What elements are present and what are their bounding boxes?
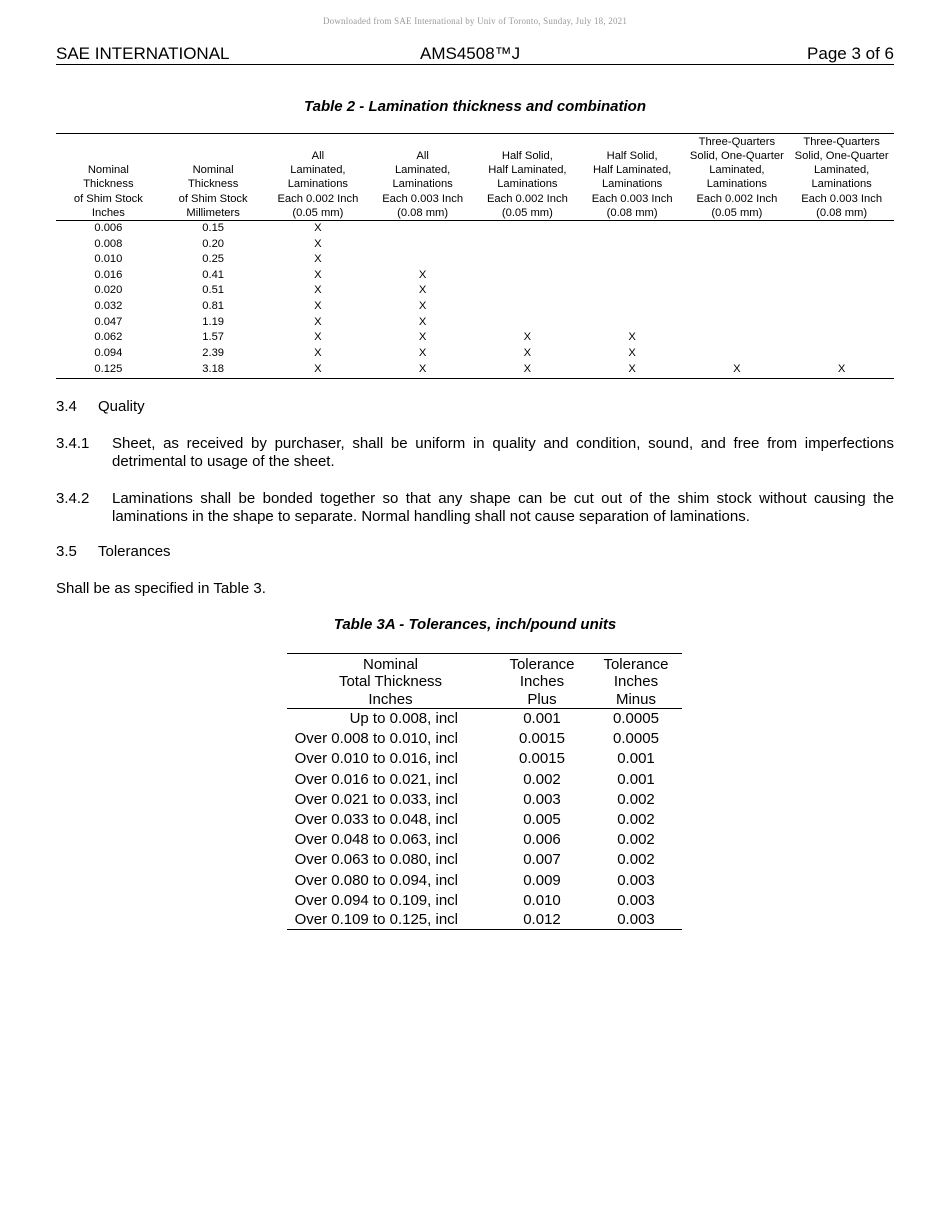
- column-header: [56, 134, 161, 221]
- column-header: [494, 654, 590, 709]
- column-header-line: Total Thickness: [338, 673, 443, 690]
- table-row: [287, 790, 682, 810]
- table-cell: 0.003: [590, 911, 682, 930]
- column-header-line: Millimeters: [186, 206, 240, 219]
- table-cell: 0.010: [94, 253, 123, 266]
- table-cell: 0.003: [523, 790, 561, 808]
- table-cell: [685, 252, 790, 268]
- table-cell: 0.25: [202, 253, 225, 266]
- table-cell: 0.0005: [613, 710, 659, 727]
- column-header-line: of Shim Stock: [178, 192, 248, 205]
- table-header-row: [287, 654, 682, 709]
- column-header: [789, 134, 894, 221]
- table-cell: Over 0.010 to 0.016, incl: [294, 750, 458, 768]
- table-cell: X: [314, 299, 322, 312]
- column-header-line: Solid, One-Quarter: [794, 149, 889, 162]
- column-header-line: Thickness: [187, 178, 239, 191]
- table-cell: 0.81: [202, 299, 225, 312]
- table-cell: 0.41: [202, 268, 225, 281]
- table-cell: [789, 252, 894, 268]
- table-cell: Over 0.080 to 0.094, incl: [294, 871, 458, 889]
- section-3-5-heading: [56, 543, 171, 560]
- table-cell: 0.0015: [519, 750, 565, 768]
- column-header-line: Laminated,: [813, 164, 870, 177]
- table-cell: [789, 346, 894, 362]
- section-number: 3.4.1: [56, 435, 90, 452]
- table-cell: [580, 299, 685, 315]
- table-cell: [789, 315, 894, 331]
- header-organization: SAE INTERNATIONAL: [56, 44, 230, 63]
- table-cell: X: [475, 361, 580, 379]
- table-cell: 0.001: [617, 750, 655, 768]
- table-cell: [475, 221, 580, 237]
- tolerance-table: [287, 653, 682, 930]
- table-row: [56, 252, 894, 268]
- column-header-line: Half Laminated,: [488, 164, 567, 177]
- column-header-line: Inches: [613, 673, 659, 690]
- table-cell: [789, 237, 894, 253]
- table-cell: 0.001: [617, 770, 655, 788]
- table-cell: Over 0.033 to 0.048, incl: [294, 811, 458, 829]
- column-header-line: Laminated,: [290, 164, 346, 177]
- table-cell: 0.20: [202, 237, 225, 250]
- header-page-number: Page 3 of 6: [807, 44, 894, 63]
- table-cell: 0.006: [523, 831, 561, 849]
- column-header-line: Laminated,: [394, 164, 451, 177]
- table-row: [56, 346, 894, 362]
- table-cell: [685, 268, 790, 284]
- column-header: [590, 654, 682, 709]
- table-cell: 0.0015: [519, 730, 565, 748]
- table-cell: [685, 346, 790, 362]
- table-cell: Over 0.109 to 0.125, incl: [287, 911, 494, 930]
- table-cell: X: [418, 268, 427, 281]
- column-header-line: (0.05 mm): [501, 206, 553, 219]
- table-cell: X: [418, 331, 427, 344]
- section-text: Sheet, as received by purchaser, shall be uniform in quality and condition, sound, and free from imperfections detrimental to usage of the sheet.: [112, 435, 894, 470]
- table-row: [56, 299, 894, 315]
- table-cell: X: [314, 284, 322, 297]
- column-header-line: Nominal: [362, 655, 419, 673]
- table-cell: [580, 283, 685, 299]
- table-cell: [685, 221, 790, 237]
- column-header: [580, 134, 685, 221]
- section-number: 3.4.2: [56, 490, 90, 507]
- table-cell: 3.18: [161, 361, 266, 379]
- column-header: [370, 134, 475, 221]
- column-header-line: (0.05 mm): [292, 206, 344, 219]
- column-header-line: Each 0.002 Inch: [277, 192, 359, 205]
- column-header-line: All: [311, 149, 325, 162]
- column-header-line: Half Laminated,: [592, 164, 672, 177]
- column-header-line: Solid, One-Quarter: [689, 149, 784, 162]
- column-header-line: Laminations: [706, 178, 768, 191]
- table-row: [287, 891, 682, 911]
- column-header-line: Nominal: [192, 164, 234, 177]
- table-cell: 0.032: [94, 299, 123, 312]
- table2-caption: Table 2 - Lamination thickness and combination: [304, 98, 646, 115]
- table-row: [56, 283, 894, 299]
- table-cell: [580, 221, 685, 237]
- table-cell: X: [418, 346, 427, 359]
- table-cell: [789, 268, 894, 284]
- column-header-line: Laminations: [497, 178, 558, 191]
- table-cell: X: [314, 331, 322, 344]
- column-header-line: Half Solid,: [606, 149, 658, 162]
- column-header-line: Inches: [519, 673, 565, 690]
- column-header-line: Laminations: [601, 178, 663, 191]
- table-cell: 0.51: [202, 284, 225, 297]
- table-cell: 0.007: [523, 851, 561, 869]
- table-row: [56, 330, 894, 346]
- column-header: [685, 134, 790, 221]
- table-row: [287, 810, 682, 830]
- table-cell: [789, 299, 894, 315]
- column-header-line: Thickness: [83, 178, 134, 191]
- column-header-line: Three-Quarters: [698, 135, 776, 148]
- table-cell: [475, 268, 580, 284]
- table-row: [287, 850, 682, 870]
- table-row: [287, 871, 682, 891]
- table-cell: Over 0.063 to 0.080, incl: [294, 851, 458, 869]
- section-3-4-heading: [56, 398, 145, 415]
- table-cell: [580, 252, 685, 268]
- table-cell: [685, 283, 790, 299]
- table-cell: [685, 330, 790, 346]
- table-cell: [475, 283, 580, 299]
- table-cell: [475, 315, 580, 331]
- column-header: [161, 134, 266, 221]
- table-cell: X: [314, 315, 322, 328]
- table-cell: Over 0.021 to 0.033, incl: [294, 790, 458, 808]
- table-cell: 0.008: [94, 237, 123, 250]
- table-cell: 2.39: [202, 346, 225, 359]
- column-header-line: Nominal: [87, 164, 129, 177]
- table-cell: [580, 315, 685, 331]
- table-cell: 0.009: [523, 871, 561, 889]
- table-cell: 0.002: [617, 811, 655, 829]
- table-cell: 0.006: [94, 222, 123, 234]
- table-cell: [370, 221, 475, 237]
- column-header-line: Minus: [615, 690, 656, 708]
- table-cell: 0.005: [523, 811, 561, 829]
- column-header-line: Inches: [91, 206, 125, 219]
- table-cell: X: [628, 346, 636, 359]
- table-cell: Up to 0.008, incl: [349, 710, 458, 727]
- table-row: [287, 830, 682, 850]
- table-cell: 0.062: [94, 331, 123, 344]
- table-cell: 0.012: [494, 911, 590, 930]
- column-header: [287, 654, 494, 709]
- table-cell: Over 0.094 to 0.109, incl: [294, 891, 458, 909]
- table-cell: X: [628, 331, 636, 344]
- section-3-4-2: [56, 490, 894, 525]
- table-cell: X: [523, 331, 532, 344]
- table-cell: Over 0.048 to 0.063, incl: [294, 831, 458, 849]
- table-cell: [685, 315, 790, 331]
- column-header-line: Laminations: [811, 178, 872, 191]
- section-3-4-1: [56, 435, 894, 470]
- table-row: [287, 911, 682, 930]
- table-cell: [580, 237, 685, 253]
- column-header-line: Inches: [368, 690, 413, 708]
- table-cell: X: [523, 346, 532, 359]
- table-cell: 0.002: [523, 770, 561, 788]
- table-cell: [580, 268, 685, 284]
- column-header-line: Tolerance: [603, 655, 669, 673]
- table-cell: X: [314, 237, 322, 250]
- table-row: [56, 361, 894, 379]
- table-row: [287, 749, 682, 769]
- column-header-line: (0.08 mm): [397, 206, 449, 219]
- table-cell: 0.0005: [613, 730, 659, 748]
- table-cell: 0.003: [617, 891, 655, 909]
- table-cell: 0.016: [94, 268, 123, 281]
- table-cell: 0.010: [523, 891, 561, 909]
- table-cell: [789, 221, 894, 237]
- section-text: Laminations shall be bonded together so that any shape can be cut out of the shim stock without causing the laminations in the shape to separate. Normal handling shall not cause separation of laminations.: [112, 490, 894, 525]
- table-cell: [789, 330, 894, 346]
- lamination-table: [56, 133, 894, 379]
- table-cell: 1.19: [202, 315, 225, 328]
- table-cell: [475, 299, 580, 315]
- table-cell: 0.002: [617, 851, 655, 869]
- table-cell: [370, 252, 475, 268]
- table-row: [56, 237, 894, 253]
- column-header-line: (0.05 mm): [711, 206, 763, 219]
- table-cell: X: [314, 268, 322, 281]
- column-header-line: Each 0.003 Inch: [382, 192, 464, 205]
- column-header-line: Laminations: [287, 178, 349, 191]
- section-title: Quality: [98, 398, 145, 415]
- column-header-line: Each 0.003 Inch: [801, 192, 883, 205]
- table-cell: 0.094: [94, 346, 123, 359]
- table-cell: X: [418, 299, 427, 312]
- table-cell: X: [789, 361, 894, 379]
- column-header-line: Three-Quarters: [803, 135, 880, 148]
- table-cell: 0.047: [94, 315, 123, 328]
- column-header-line: Each 0.002 Inch: [696, 192, 778, 205]
- column-header-line: Tolerance: [509, 655, 575, 673]
- page-header: [56, 44, 894, 65]
- column-header-line: Plus: [527, 690, 557, 708]
- section-title: Tolerances: [98, 543, 171, 560]
- table-cell: 0.001: [523, 710, 561, 727]
- header-document-id: AMS4508™J: [420, 44, 521, 63]
- table-cell: X: [370, 361, 475, 379]
- table-cell: [685, 299, 790, 315]
- table-cell: [685, 237, 790, 253]
- section-number: 3.5: [56, 543, 77, 560]
- table-cell: [789, 283, 894, 299]
- table-cell: [475, 237, 580, 253]
- table-cell: Over 0.008 to 0.010, incl: [294, 730, 458, 748]
- table-cell: X: [418, 315, 427, 328]
- column-header-line: (0.08 mm): [606, 206, 658, 219]
- table3a-caption: Table 3A - Tolerances, inch/pound units: [333, 616, 617, 633]
- table-cell: X: [314, 253, 322, 266]
- table-cell: [475, 252, 580, 268]
- table-cell: 0.002: [617, 831, 655, 849]
- section-3-5-text: Shall be as specified in Table 3.: [56, 580, 266, 597]
- column-header-line: (0.08 mm): [816, 206, 868, 219]
- table-cell: 0.020: [94, 284, 123, 297]
- table-cell: X: [580, 361, 685, 379]
- table-cell: 1.57: [202, 331, 225, 344]
- table-cell: 0.003: [617, 871, 655, 889]
- table-cell: X: [418, 284, 427, 297]
- section-number: 3.4: [56, 398, 77, 415]
- table-cell: X: [266, 361, 371, 379]
- table-cell: [370, 237, 475, 253]
- table-cell: 0.15: [202, 222, 225, 234]
- column-header: [266, 134, 371, 221]
- column-header-line: All: [416, 149, 429, 162]
- table-row: [287, 770, 682, 790]
- table-cell: X: [314, 346, 322, 359]
- table-cell: X: [685, 361, 790, 379]
- download-watermark: Downloaded from SAE International by Univ of Toronto, Sunday, July 18, 2021: [322, 16, 628, 26]
- table-row: [287, 709, 682, 730]
- table-row: [287, 729, 682, 749]
- table-cell: 0.002: [617, 790, 655, 808]
- column-header-line: Laminations: [392, 178, 453, 191]
- column-header-line: Each 0.002 Inch: [486, 192, 568, 205]
- column-header: [475, 134, 580, 221]
- table-cell: 0.125: [56, 361, 161, 379]
- table-cell: Over 0.016 to 0.021, incl: [294, 770, 458, 788]
- table-header-row: [56, 134, 894, 221]
- table-row: [56, 268, 894, 284]
- column-header-line: Laminated,: [709, 164, 765, 177]
- table-row: [56, 315, 894, 331]
- table-row: [56, 221, 894, 237]
- column-header-line: Each 0.003 Inch: [591, 192, 673, 205]
- column-header-line: of Shim Stock: [73, 192, 143, 205]
- column-header-line: Half Solid,: [501, 149, 553, 162]
- table-cell: X: [314, 222, 322, 234]
